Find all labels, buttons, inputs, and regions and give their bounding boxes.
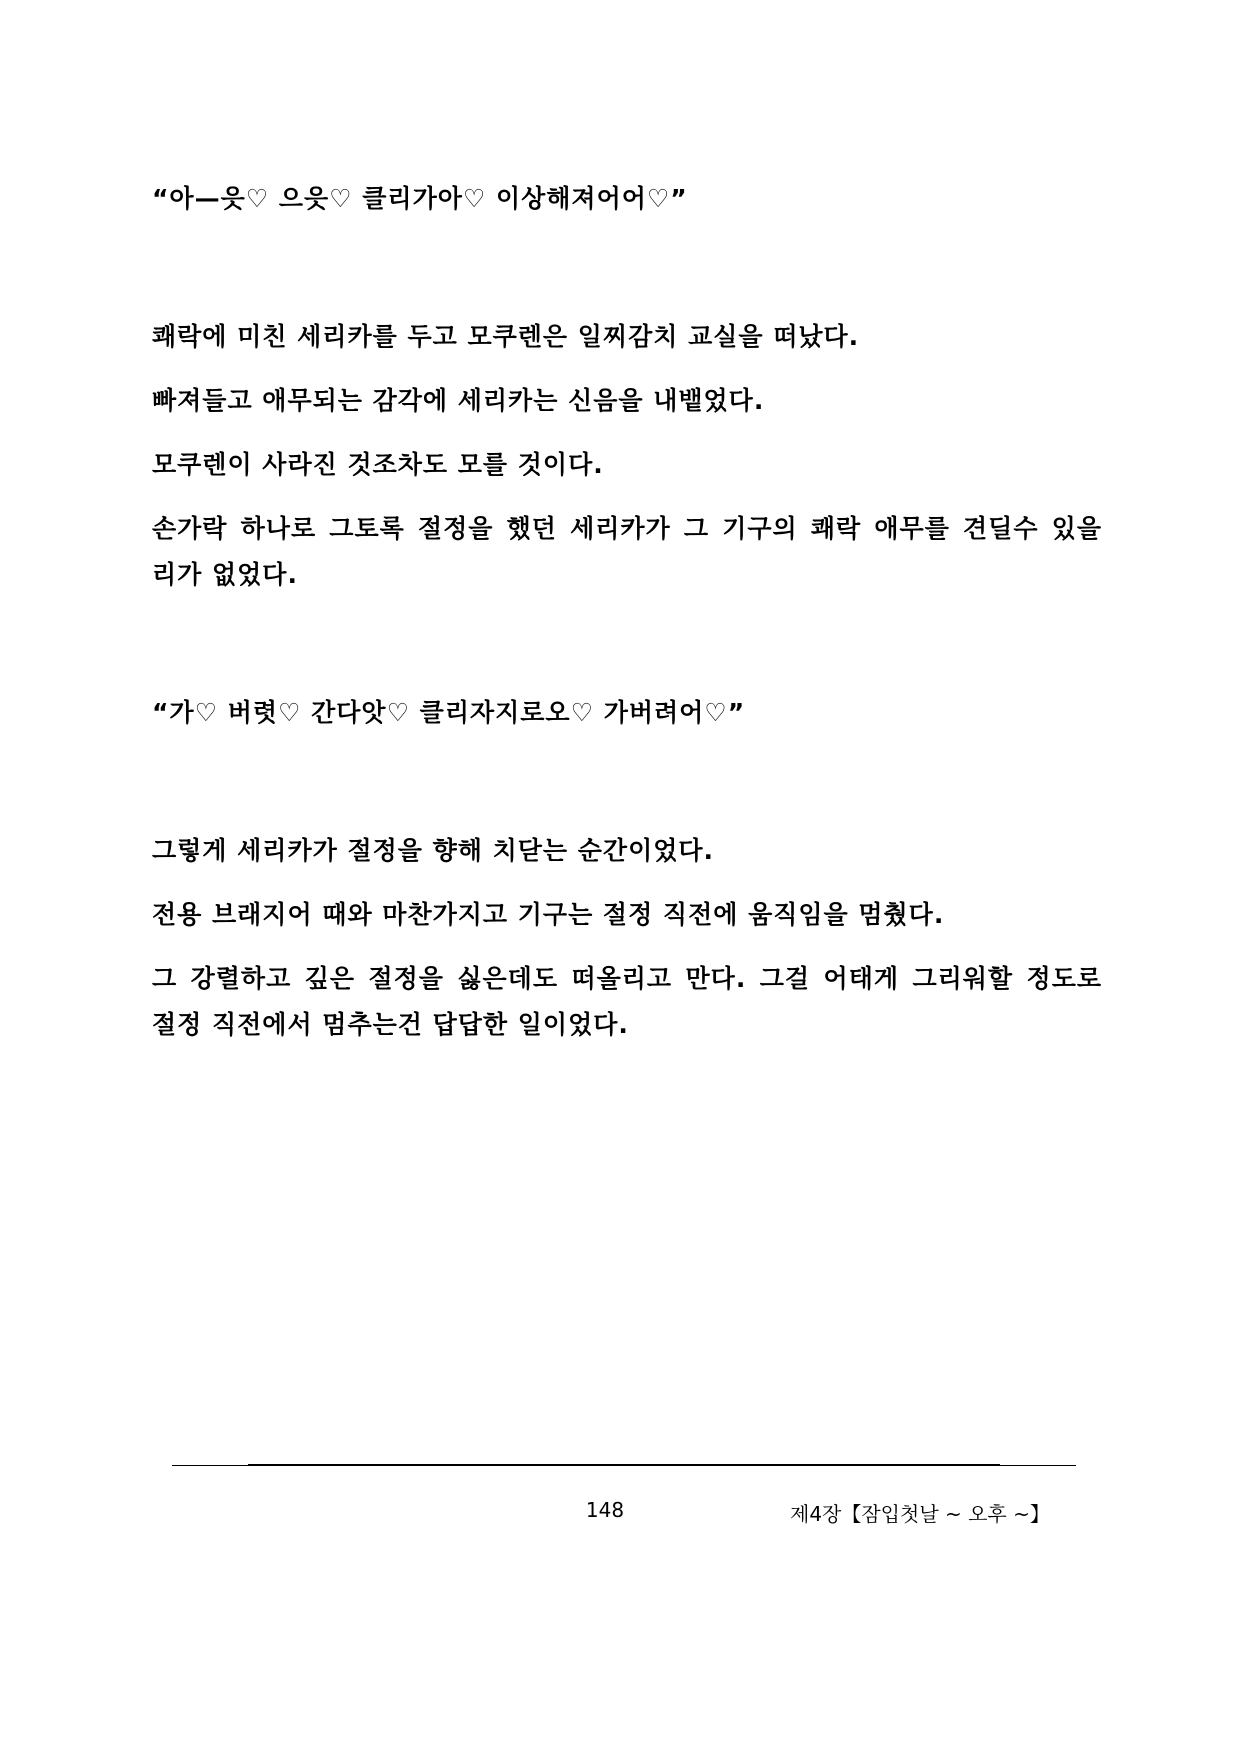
paragraph: 손가락 하나로 그토록 절정을 했던 세리카가 그 기구의 쾌락 애무를 견딜수 있을 리가 없었다. xyxy=(152,514,1102,589)
paragraph: 그렇게 세리카가 절정을 향해 치닫는 순간이었다. xyxy=(152,836,715,865)
paragraph: 빠져들고 애무되는 감각에 세리카는 신음을 내뱉었다. xyxy=(152,386,765,415)
dialogue-line: “가♡ 버렷♡ 간다앗♡ 클리자지로오♡ 가버려어♡” xyxy=(152,698,746,727)
dialogue-line: “아—읏♡ 으읏♡ 클리가아♡ 이상해져어어♡” xyxy=(152,184,688,213)
paragraph: 전용 브래지어 때와 마찬가지고 기구는 절정 직전에 움직임을 멈췄다. xyxy=(152,900,945,929)
footer-divider-thick xyxy=(248,1464,1000,1466)
paragraph: 쾌락에 미친 세리카를 두고 모쿠렌은 일찌감치 교실을 떠났다. xyxy=(152,322,860,351)
chapter-title: 제4장【잠입첫날 ~ 오후 ~】 xyxy=(790,1502,1050,1526)
body-text xyxy=(152,176,1102,1048)
page-number: 148 xyxy=(585,1498,625,1522)
paragraph: 그 강렬하고 깊은 절정을 싫은데도 떠올리고 만다. 그걸 어태게 그리워할 정도로 절정 직전에서 멈추는건 답답한 일이었다. xyxy=(152,964,1102,1039)
paragraph: 모쿠렌이 사라진 것조차도 모를 것이다. xyxy=(152,450,604,479)
